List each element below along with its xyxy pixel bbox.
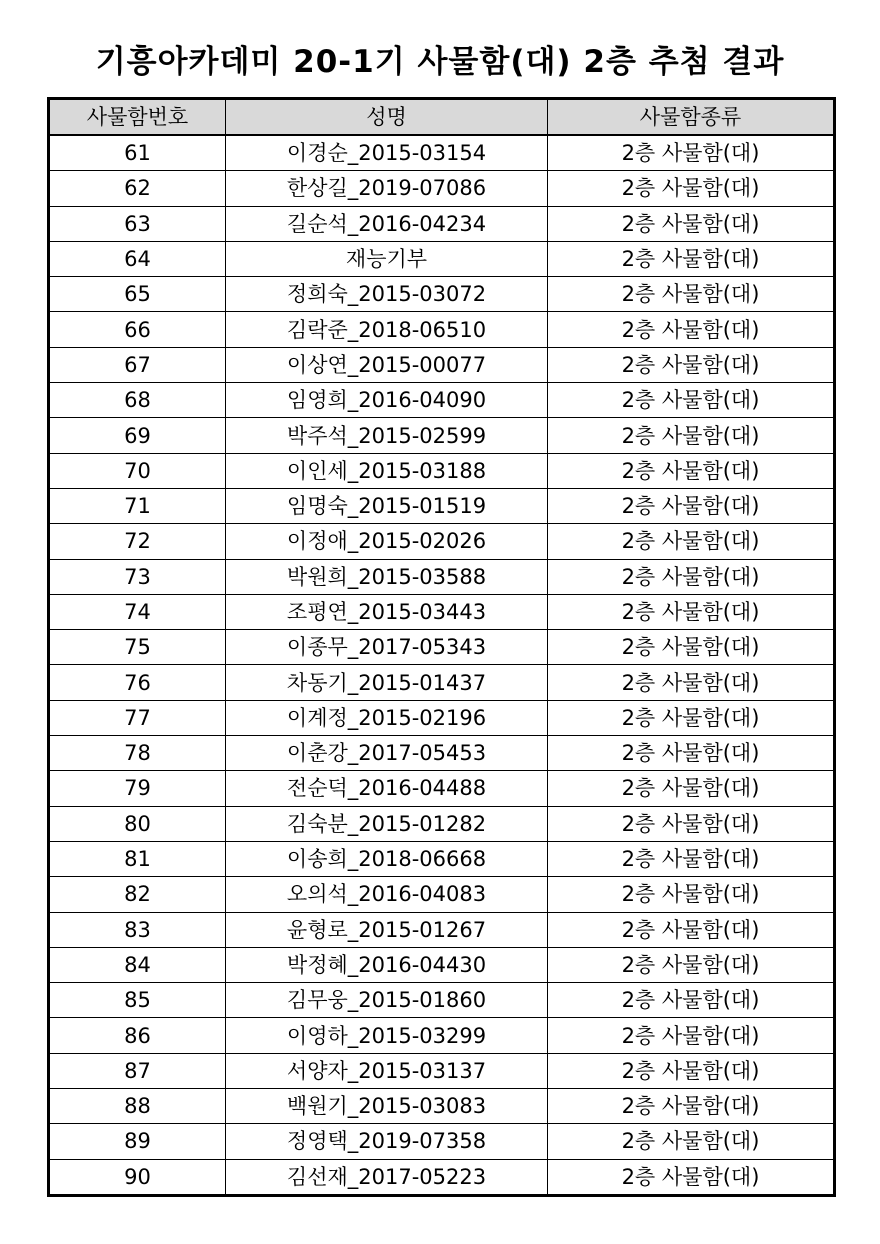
cell-name: 김선재_2017-05223 (226, 1159, 548, 1195)
cell-locker-type: 2층 사물함(대) (548, 241, 835, 276)
cell-name: 김락준_2018-06510 (226, 312, 548, 347)
cell-locker-number: 68 (49, 383, 226, 418)
locker-assignment-table (47, 97, 836, 1197)
cell-locker-number: 63 (49, 206, 226, 241)
cell-locker-type: 2층 사물함(대) (548, 841, 835, 876)
cell-name: 이종무_2017-05343 (226, 630, 548, 665)
cell-locker-number: 76 (49, 665, 226, 700)
table-row (49, 771, 835, 806)
cell-locker-type: 2층 사물함(대) (548, 171, 835, 206)
cell-locker-number: 61 (49, 135, 226, 171)
cell-locker-number: 73 (49, 559, 226, 594)
cell-locker-number: 67 (49, 347, 226, 382)
table-row (49, 877, 835, 912)
table-row (49, 665, 835, 700)
cell-locker-number: 62 (49, 171, 226, 206)
cell-name: 길순석_2016-04234 (226, 206, 548, 241)
cell-locker-number: 69 (49, 418, 226, 453)
table-row (49, 630, 835, 665)
table-row (49, 1053, 835, 1088)
cell-locker-type: 2층 사물함(대) (548, 594, 835, 629)
cell-locker-number: 90 (49, 1159, 226, 1195)
cell-locker-type: 2층 사물함(대) (548, 700, 835, 735)
table-row (49, 912, 835, 947)
table-header-row (49, 99, 835, 136)
cell-name: 박정혜_2016-04430 (226, 947, 548, 982)
cell-locker-type: 2층 사물함(대) (548, 771, 835, 806)
cell-locker-type: 2층 사물함(대) (548, 1053, 835, 1088)
cell-name: 백원기_2015-03083 (226, 1089, 548, 1124)
table-row (49, 1124, 835, 1159)
cell-locker-number: 74 (49, 594, 226, 629)
cell-locker-type: 2층 사물함(대) (548, 524, 835, 559)
cell-locker-number: 70 (49, 453, 226, 488)
table-row (49, 524, 835, 559)
cell-locker-number: 79 (49, 771, 226, 806)
header-locker-type: 사물함종류 (548, 99, 835, 136)
cell-locker-type: 2층 사물함(대) (548, 1018, 835, 1053)
cell-locker-number: 88 (49, 1089, 226, 1124)
table-row (49, 418, 835, 453)
table-row (49, 488, 835, 523)
table-row (49, 1089, 835, 1124)
cell-name: 이인세_2015-03188 (226, 453, 548, 488)
cell-name: 이송희_2018-06668 (226, 841, 548, 876)
cell-name: 차동기_2015-01437 (226, 665, 548, 700)
cell-locker-type: 2층 사물함(대) (548, 206, 835, 241)
cell-locker-number: 64 (49, 241, 226, 276)
cell-locker-type: 2층 사물함(대) (548, 453, 835, 488)
cell-locker-number: 86 (49, 1018, 226, 1053)
table-row (49, 1018, 835, 1053)
cell-name: 김숙분_2015-01282 (226, 806, 548, 841)
table-row (49, 736, 835, 771)
cell-name: 윤형로_2015-01267 (226, 912, 548, 947)
cell-name: 정희숙_2015-03072 (226, 277, 548, 312)
cell-locker-number: 84 (49, 947, 226, 982)
cell-locker-type: 2층 사물함(대) (548, 877, 835, 912)
cell-locker-number: 77 (49, 700, 226, 735)
table-row (49, 171, 835, 206)
cell-locker-type: 2층 사물함(대) (548, 947, 835, 982)
cell-name: 서양자_2015-03137 (226, 1053, 548, 1088)
cell-name: 박원희_2015-03588 (226, 559, 548, 594)
cell-locker-number: 75 (49, 630, 226, 665)
cell-name: 정영택_2019-07358 (226, 1124, 548, 1159)
cell-locker-number: 80 (49, 806, 226, 841)
cell-name: 오의석_2016-04083 (226, 877, 548, 912)
cell-name: 이춘강_2017-05453 (226, 736, 548, 771)
cell-locker-number: 83 (49, 912, 226, 947)
cell-name: 이계정_2015-02196 (226, 700, 548, 735)
cell-name: 재능기부 (226, 241, 548, 276)
cell-name: 임영희_2016-04090 (226, 383, 548, 418)
cell-locker-type: 2층 사물함(대) (548, 1159, 835, 1195)
cell-locker-number: 87 (49, 1053, 226, 1088)
cell-name: 김무웅_2015-01860 (226, 983, 548, 1018)
cell-locker-type: 2층 사물함(대) (548, 630, 835, 665)
cell-name: 이정애_2015-02026 (226, 524, 548, 559)
cell-locker-type: 2층 사물함(대) (548, 736, 835, 771)
cell-name: 이영하_2015-03299 (226, 1018, 548, 1053)
cell-locker-type: 2층 사물함(대) (548, 312, 835, 347)
cell-locker-type: 2층 사물함(대) (548, 806, 835, 841)
cell-name: 한상길_2019-07086 (226, 171, 548, 206)
table-row (49, 206, 835, 241)
cell-name: 이경순_2015-03154 (226, 135, 548, 171)
cell-name: 전순덕_2016-04488 (226, 771, 548, 806)
table-row (49, 594, 835, 629)
cell-name: 임명숙_2015-01519 (226, 488, 548, 523)
cell-locker-number: 85 (49, 983, 226, 1018)
cell-locker-type: 2층 사물함(대) (548, 135, 835, 171)
table-row (49, 135, 835, 171)
cell-locker-type: 2층 사물함(대) (548, 1089, 835, 1124)
table-row (49, 241, 835, 276)
cell-locker-number: 66 (49, 312, 226, 347)
table-row (49, 383, 835, 418)
table-row (49, 841, 835, 876)
table-row (49, 806, 835, 841)
cell-locker-type: 2층 사물함(대) (548, 912, 835, 947)
header-name: 성명 (226, 99, 548, 136)
cell-locker-number: 72 (49, 524, 226, 559)
cell-name: 조평연_2015-03443 (226, 594, 548, 629)
cell-locker-number: 78 (49, 736, 226, 771)
table-row (49, 1159, 835, 1195)
table-row (49, 312, 835, 347)
table-row (49, 347, 835, 382)
table-row (49, 983, 835, 1018)
cell-locker-type: 2층 사물함(대) (548, 277, 835, 312)
table-row (49, 947, 835, 982)
cell-name: 박주석_2015-02599 (226, 418, 548, 453)
table-row (49, 277, 835, 312)
table-row (49, 700, 835, 735)
cell-locker-type: 2층 사물함(대) (548, 488, 835, 523)
header-locker-number: 사물함번호 (49, 99, 226, 136)
cell-locker-type: 2층 사물함(대) (548, 665, 835, 700)
cell-locker-number: 71 (49, 488, 226, 523)
cell-locker-type: 2층 사물함(대) (548, 559, 835, 594)
table-row (49, 559, 835, 594)
cell-locker-number: 82 (49, 877, 226, 912)
cell-locker-number: 65 (49, 277, 226, 312)
cell-locker-type: 2층 사물함(대) (548, 1124, 835, 1159)
cell-locker-number: 89 (49, 1124, 226, 1159)
table-body (49, 135, 835, 1195)
cell-locker-type: 2층 사물함(대) (548, 418, 835, 453)
cell-locker-type: 2층 사물함(대) (548, 383, 835, 418)
cell-locker-number: 81 (49, 841, 226, 876)
cell-name: 이상연_2015-00077 (226, 347, 548, 382)
cell-locker-type: 2층 사물함(대) (548, 983, 835, 1018)
cell-locker-type: 2층 사물함(대) (548, 347, 835, 382)
document-title: 기흥아카데미 20-1기 사물함(대) 2층 추첨 결과 (95, 44, 785, 80)
table-row (49, 453, 835, 488)
